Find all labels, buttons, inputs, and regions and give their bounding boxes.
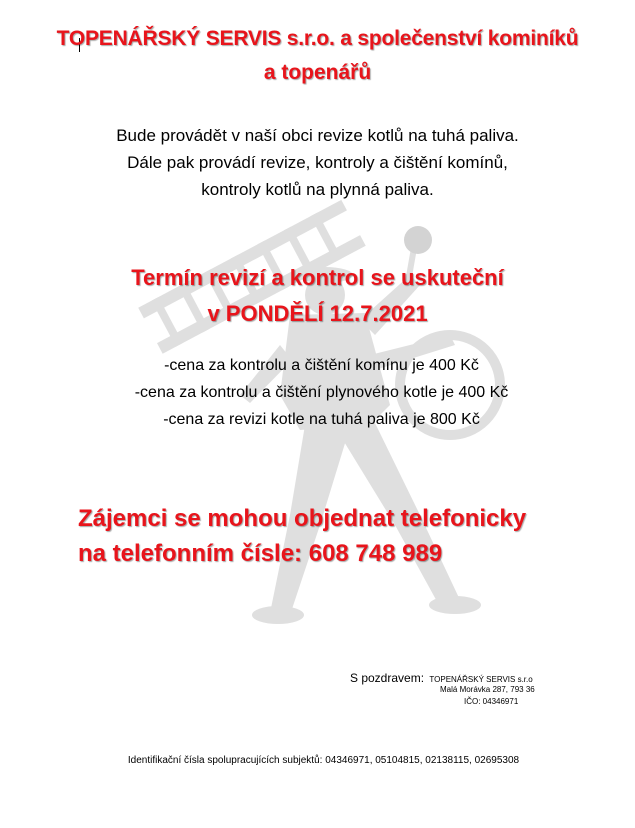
- intro-line-1: Bude provádět v naší obci revize kotlů na tuhá paliva.: [116, 126, 519, 145]
- price-item: -cena za revizi kotle na tuhá paliva je 800 Kč: [163, 411, 480, 428]
- footer-ids: Identifikační čísla spolupracujících subjektů: 04346971, 05104815, 02138115, 02695308: [127, 755, 520, 766]
- intro-line-3: kontroly kotlů na plynná paliva.: [201, 180, 434, 199]
- signature-ico: IČO: 04346971: [464, 697, 519, 706]
- signature-address: Malá Morávka 287, 793 36: [440, 685, 535, 694]
- signature-greeting: [350, 671, 533, 685]
- intro-line-2: Dále pak provádí revize, kontroly a čištění komínů,: [127, 153, 508, 172]
- title-line-2: a topenářů: [263, 61, 372, 84]
- title-line-1: TOPENÁŘSKÝ SERVIS s.r.o. a společenství kominíků: [56, 27, 579, 50]
- price-item: -cena za kontrolu a čištění komínu je 400 Kč: [164, 357, 479, 374]
- announcement-line-1: Termín revizí a kontrol se uskuteční: [131, 265, 504, 290]
- signature-company: TOPENÁŘSKÝ SERVIS s.r.o: [429, 675, 533, 684]
- price-item: -cena za kontrolu a čištění plynového kotle je 400 Kč: [134, 384, 509, 401]
- contact-line-2: na telefonním čísle: 608 748 989: [78, 540, 443, 567]
- greeting-text: S pozdravem:: [350, 671, 425, 685]
- announcement-line-2: v PONDĚLÍ 12.7.2021: [207, 301, 428, 326]
- contact-line-1: Zájemci se mohou objednat telefonicky: [78, 505, 527, 532]
